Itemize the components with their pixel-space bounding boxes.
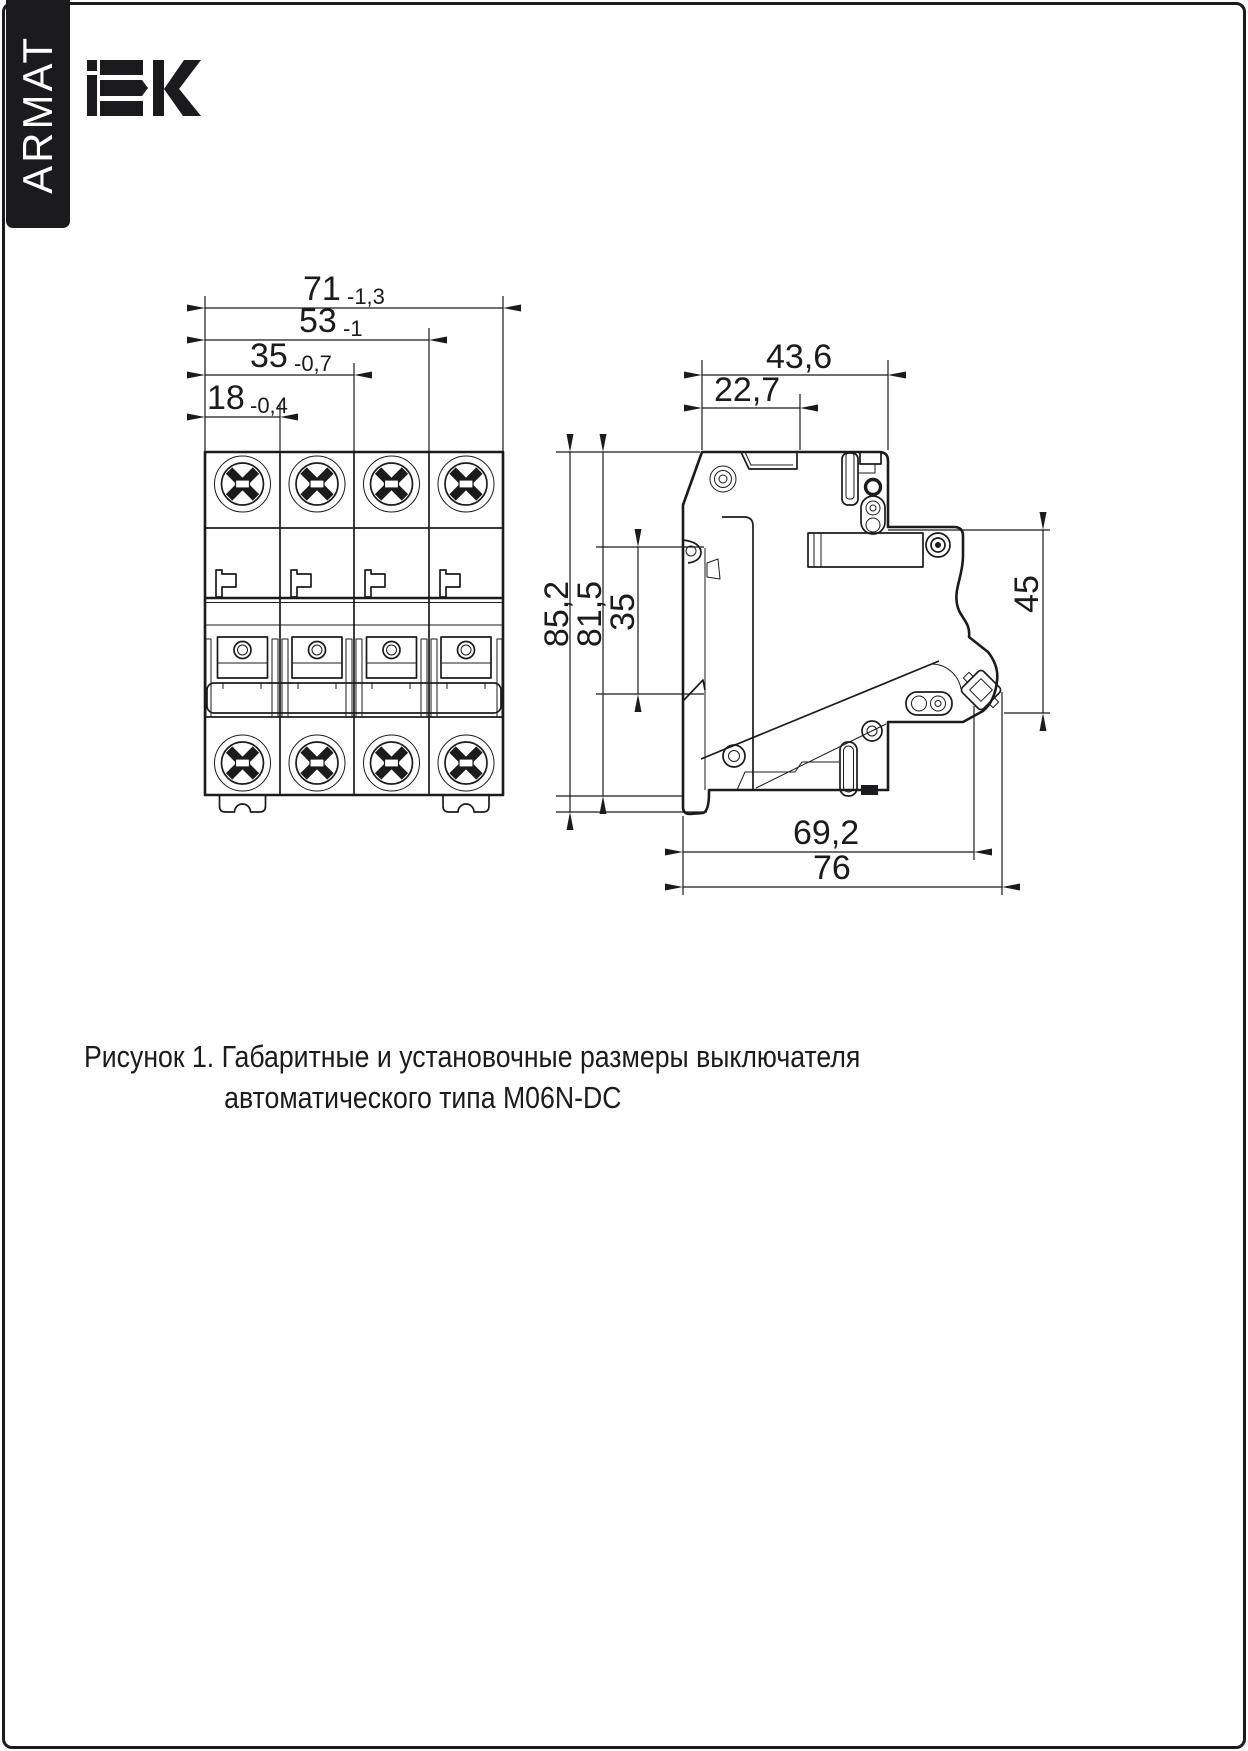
dim-label-35: 35 bbox=[250, 337, 288, 375]
armat-label: ARMAT bbox=[14, 34, 61, 194]
pole-clip-tab bbox=[216, 570, 236, 597]
terminal-screw bbox=[364, 453, 420, 512]
terminal-screw bbox=[438, 453, 494, 512]
figure-caption bbox=[84, 1036, 860, 1118]
toggle-handle bbox=[218, 637, 268, 678]
terminal-screw bbox=[215, 735, 271, 794]
dim-label-22-7: 22,7 bbox=[714, 371, 781, 409]
toggle-handle bbox=[441, 637, 491, 678]
dim-label-69-2: 69,2 bbox=[793, 814, 860, 852]
dim-tol-53: -1 bbox=[343, 316, 363, 341]
toggle-handle bbox=[367, 637, 417, 678]
terminal-screw bbox=[289, 735, 345, 794]
latch-screw bbox=[956, 665, 1007, 716]
dim-label-53: 53 bbox=[299, 302, 337, 340]
dim-label-35v: 35 bbox=[604, 593, 642, 631]
dim-tol-35: -0,7 bbox=[294, 351, 332, 376]
terminal-screw bbox=[289, 453, 345, 512]
pole-clip-tab bbox=[440, 570, 460, 597]
toggle-handle bbox=[292, 637, 342, 678]
dim-label-43-6: 43,6 bbox=[766, 338, 833, 376]
dim-tol-71: -1,3 bbox=[347, 284, 385, 309]
front-view-drawing bbox=[205, 452, 503, 812]
dim-label-18: 18 bbox=[207, 379, 245, 417]
dim-label-76: 76 bbox=[813, 849, 851, 887]
dim-label-71: 71 bbox=[303, 270, 341, 308]
terminal-screw bbox=[364, 735, 420, 794]
pole-clip-tab bbox=[291, 570, 311, 597]
dim-label-45: 45 bbox=[1008, 575, 1046, 613]
pole-clip-tab bbox=[365, 570, 385, 597]
mounting-foot bbox=[220, 795, 266, 812]
terminal-screw bbox=[215, 453, 271, 512]
side-view-dimensions bbox=[538, 338, 1050, 895]
dim-label-81-5: 81,5 bbox=[571, 580, 609, 648]
caption-line-2: автоматического типа M06N-DC bbox=[224, 1080, 622, 1115]
mounting-foot bbox=[443, 795, 489, 812]
dim-label-85-2: 85,2 bbox=[538, 580, 576, 648]
front-view-dimensions bbox=[205, 270, 503, 451]
side-view-drawing bbox=[683, 452, 1006, 814]
terminal-screw bbox=[438, 735, 494, 794]
caption-line-1: Рисунок 1. Габаритные и установочные размеры выключателя bbox=[84, 1039, 861, 1074]
dim-tol-18: -0,4 bbox=[250, 393, 288, 418]
